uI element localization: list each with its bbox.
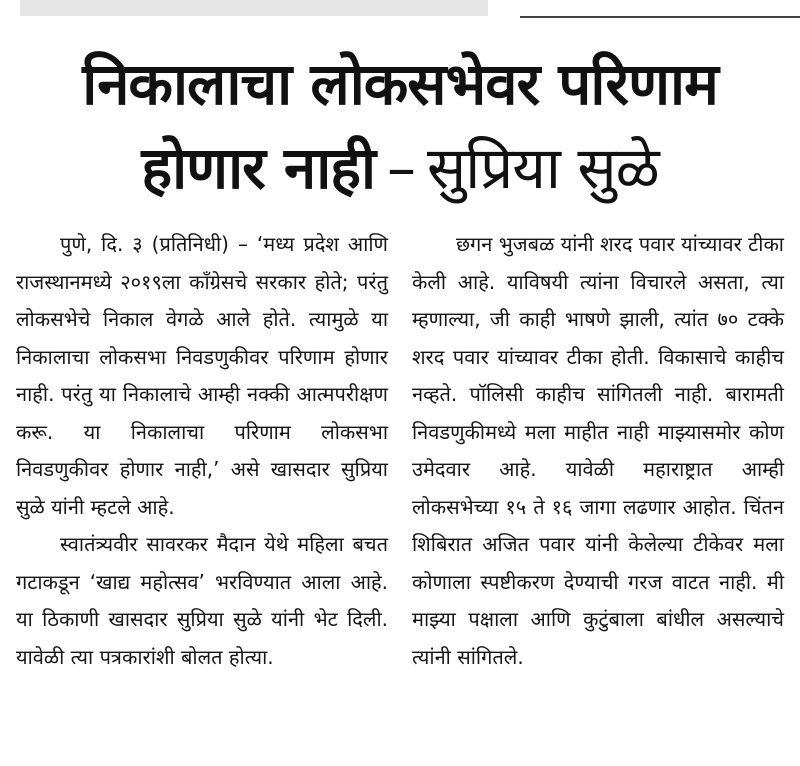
article-left-column xyxy=(16,226,388,676)
article-paragraph: स्वातंत्र्यवीर सावरकर मैदान येथे महिला बचत गटाकडून ‘खाद्य महोत्सव’ भरविण्यात आला आहे. या ठिकाणी खासदार सुप्रिया सुळे यांनी भेट दिली. यावेळी त्या पत्रकारांशी बोलत होत्या. xyxy=(16,532,388,669)
headline xyxy=(0,42,800,210)
headline-line-2 xyxy=(0,126,800,210)
article-right-column xyxy=(412,226,784,676)
headline-speaker-name: सुप्रिया सुळे xyxy=(427,134,659,202)
article-paragraph: पुणे, दि. ३ (प्रतिनिधी) – ‘मध्य प्रदेश आणि राजस्थानमध्ये २०१९ला काँग्रेसचे सरकार होते; परंतु लोकसभेचे निकाल वेगळे आले होते. त्यामुळे या निकालाचा लोकसभा निवडणुकीवर परिणाम होणार नाही. परंतु या निकालाचे आम्ही नक्की आत्मपरीक्षण करू. या निकालाचा परिणाम लोकसभा निवडणुकीवर होणार नाही,’ असे खासदार सुप्रिया सुळे यांनी म्हटले आहे. xyxy=(16,232,388,519)
article-paragraph: छगन भुजबळ यांनी शरद पवार यांच्यावर टीका केली आहे. याविषयी त्यांना विचारले असता, त्या म्हणाल्या, जी काही भाषणे झाली, त्यांत ७० टक्के शरद पवार यांच्यावर टीका होती. विकासाचे काहीच नव्हते. पॉलिसी काहीच सांगितली नाही. बारामती निवडणुकीमध्ये मला माहीत नाही माझ्यासमोर कोण उमेदवार आहे. यावेळी महाराष्ट्रात आम्ही लोकसभेच्या १५ ते १६ जागा लढणार आहोत. चिंतन शिबिरात अजित पवार यांनी केलेल्या टीकेवर मला कोणाला स्पष्टीकरण देण्याची गरज वाटत नाही. मी माझ्या पक्षाला आणि कुटुंबाला बांधील असल्याचे त्यांनी सांगितले. xyxy=(412,232,784,669)
top-divider-rule xyxy=(520,16,800,18)
headline-dash: – xyxy=(387,134,416,202)
headline-line-2-main: होणार नाही xyxy=(141,134,376,202)
headline-line-1: निकालाचा लोकसभेवर परिणाम xyxy=(82,50,718,118)
top-gray-band xyxy=(20,0,488,16)
